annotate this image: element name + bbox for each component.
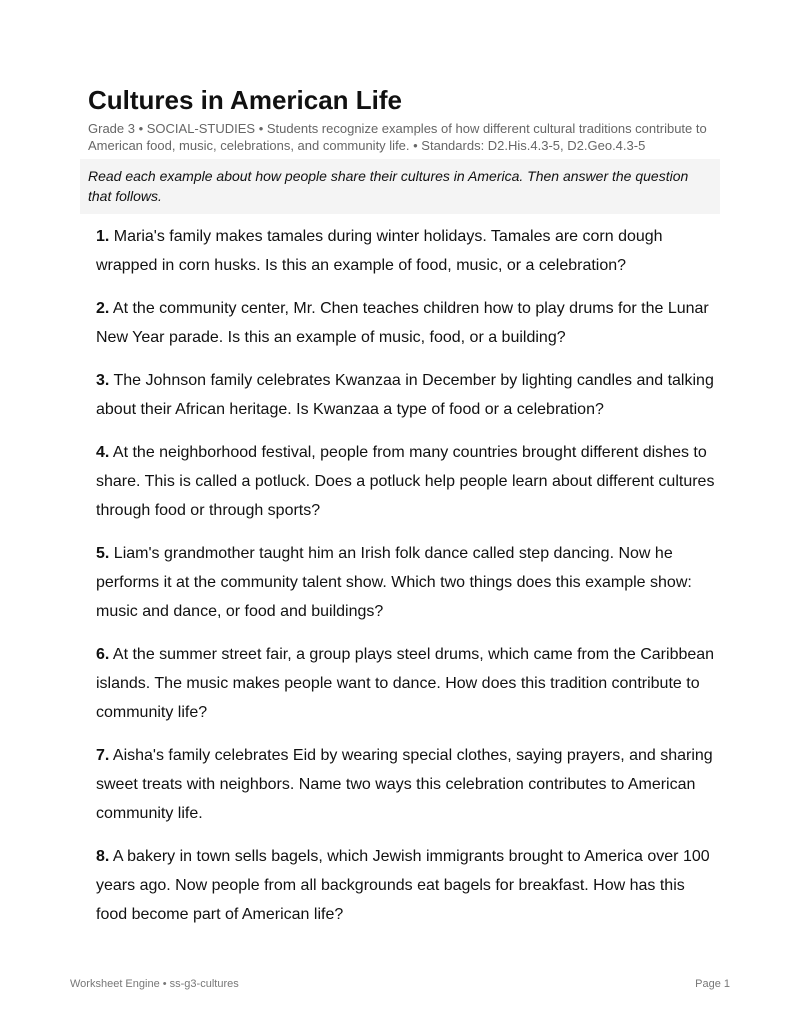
question-text: A bakery in town sells bagels, which Jewish immigrants brought to America over 100 years ago. Now people from all backgrounds eat bagels for breakfast. How has this food become part of American life? — [96, 848, 710, 923]
question-number: 7. — [96, 747, 110, 764]
question-item — [96, 294, 716, 352]
question-item — [96, 438, 716, 525]
question-text: Maria's family makes tamales during winter holidays. Tamales are corn dough wrapped in corn husks. Is this an example of food, music, or a celebration? — [96, 228, 663, 274]
question-text: Aisha's family celebrates Eid by wearing special clothes, saying prayers, and sharing sweet treats with neighbors. Name two ways this celebration contributes to American community life. — [96, 747, 713, 822]
page-subtitle: Grade 3 • SOCIAL-STUDIES • Students recognize examples of how different cultural traditions contribute to American food, music, celebrations, and community life. • Standards: D2.His.4.3-5, D2.Geo.4.3-5 — [88, 121, 707, 153]
question-item — [96, 539, 716, 626]
question-number: 5. — [96, 545, 110, 562]
question-item — [96, 842, 716, 929]
footer-page-number: Page 1 — [695, 978, 730, 990]
question-number: 6. — [96, 646, 110, 663]
question-text: Liam's grandmother taught him an Irish folk dance called step dancing. Now he performs it at the community talent show. Which two things does this example show: music and dance, or food and buildings? — [96, 545, 692, 620]
question-text: The Johnson family celebrates Kwanzaa in December by lighting candles and talking about their African heritage. Is Kwanzaa a type of food or a celebration? — [96, 372, 714, 418]
question-list — [96, 222, 716, 943]
question-number: 1. — [96, 228, 110, 245]
page-title: Cultures in American Life — [88, 85, 402, 115]
question-item — [96, 366, 716, 424]
question-number: 8. — [96, 848, 110, 865]
instructions-box: Read each example about how people share their cultures in America. Then answer the question that follows. — [80, 159, 720, 214]
question-number: 4. — [96, 444, 110, 461]
question-text: At the summer street fair, a group plays steel drums, which came from the Caribbean islands. The music makes people want to dance. How does this tradition contribute to community life? — [96, 646, 715, 721]
question-number: 3. — [96, 372, 110, 389]
question-item — [96, 222, 716, 280]
question-text: At the neighborhood festival, people from many countries brought different dishes to share. This is called a potluck. Does a potluck help people learn about different cultures through food or through sports? — [96, 444, 715, 519]
footer-source: Worksheet Engine • ss-g3-cultures — [70, 978, 239, 990]
question-number: 2. — [96, 300, 110, 317]
question-item — [96, 741, 716, 828]
question-text: At the community center, Mr. Chen teaches children how to play drums for the Lunar New Year parade. Is this an example of music, food, or a building? — [96, 300, 709, 346]
question-item — [96, 640, 716, 727]
